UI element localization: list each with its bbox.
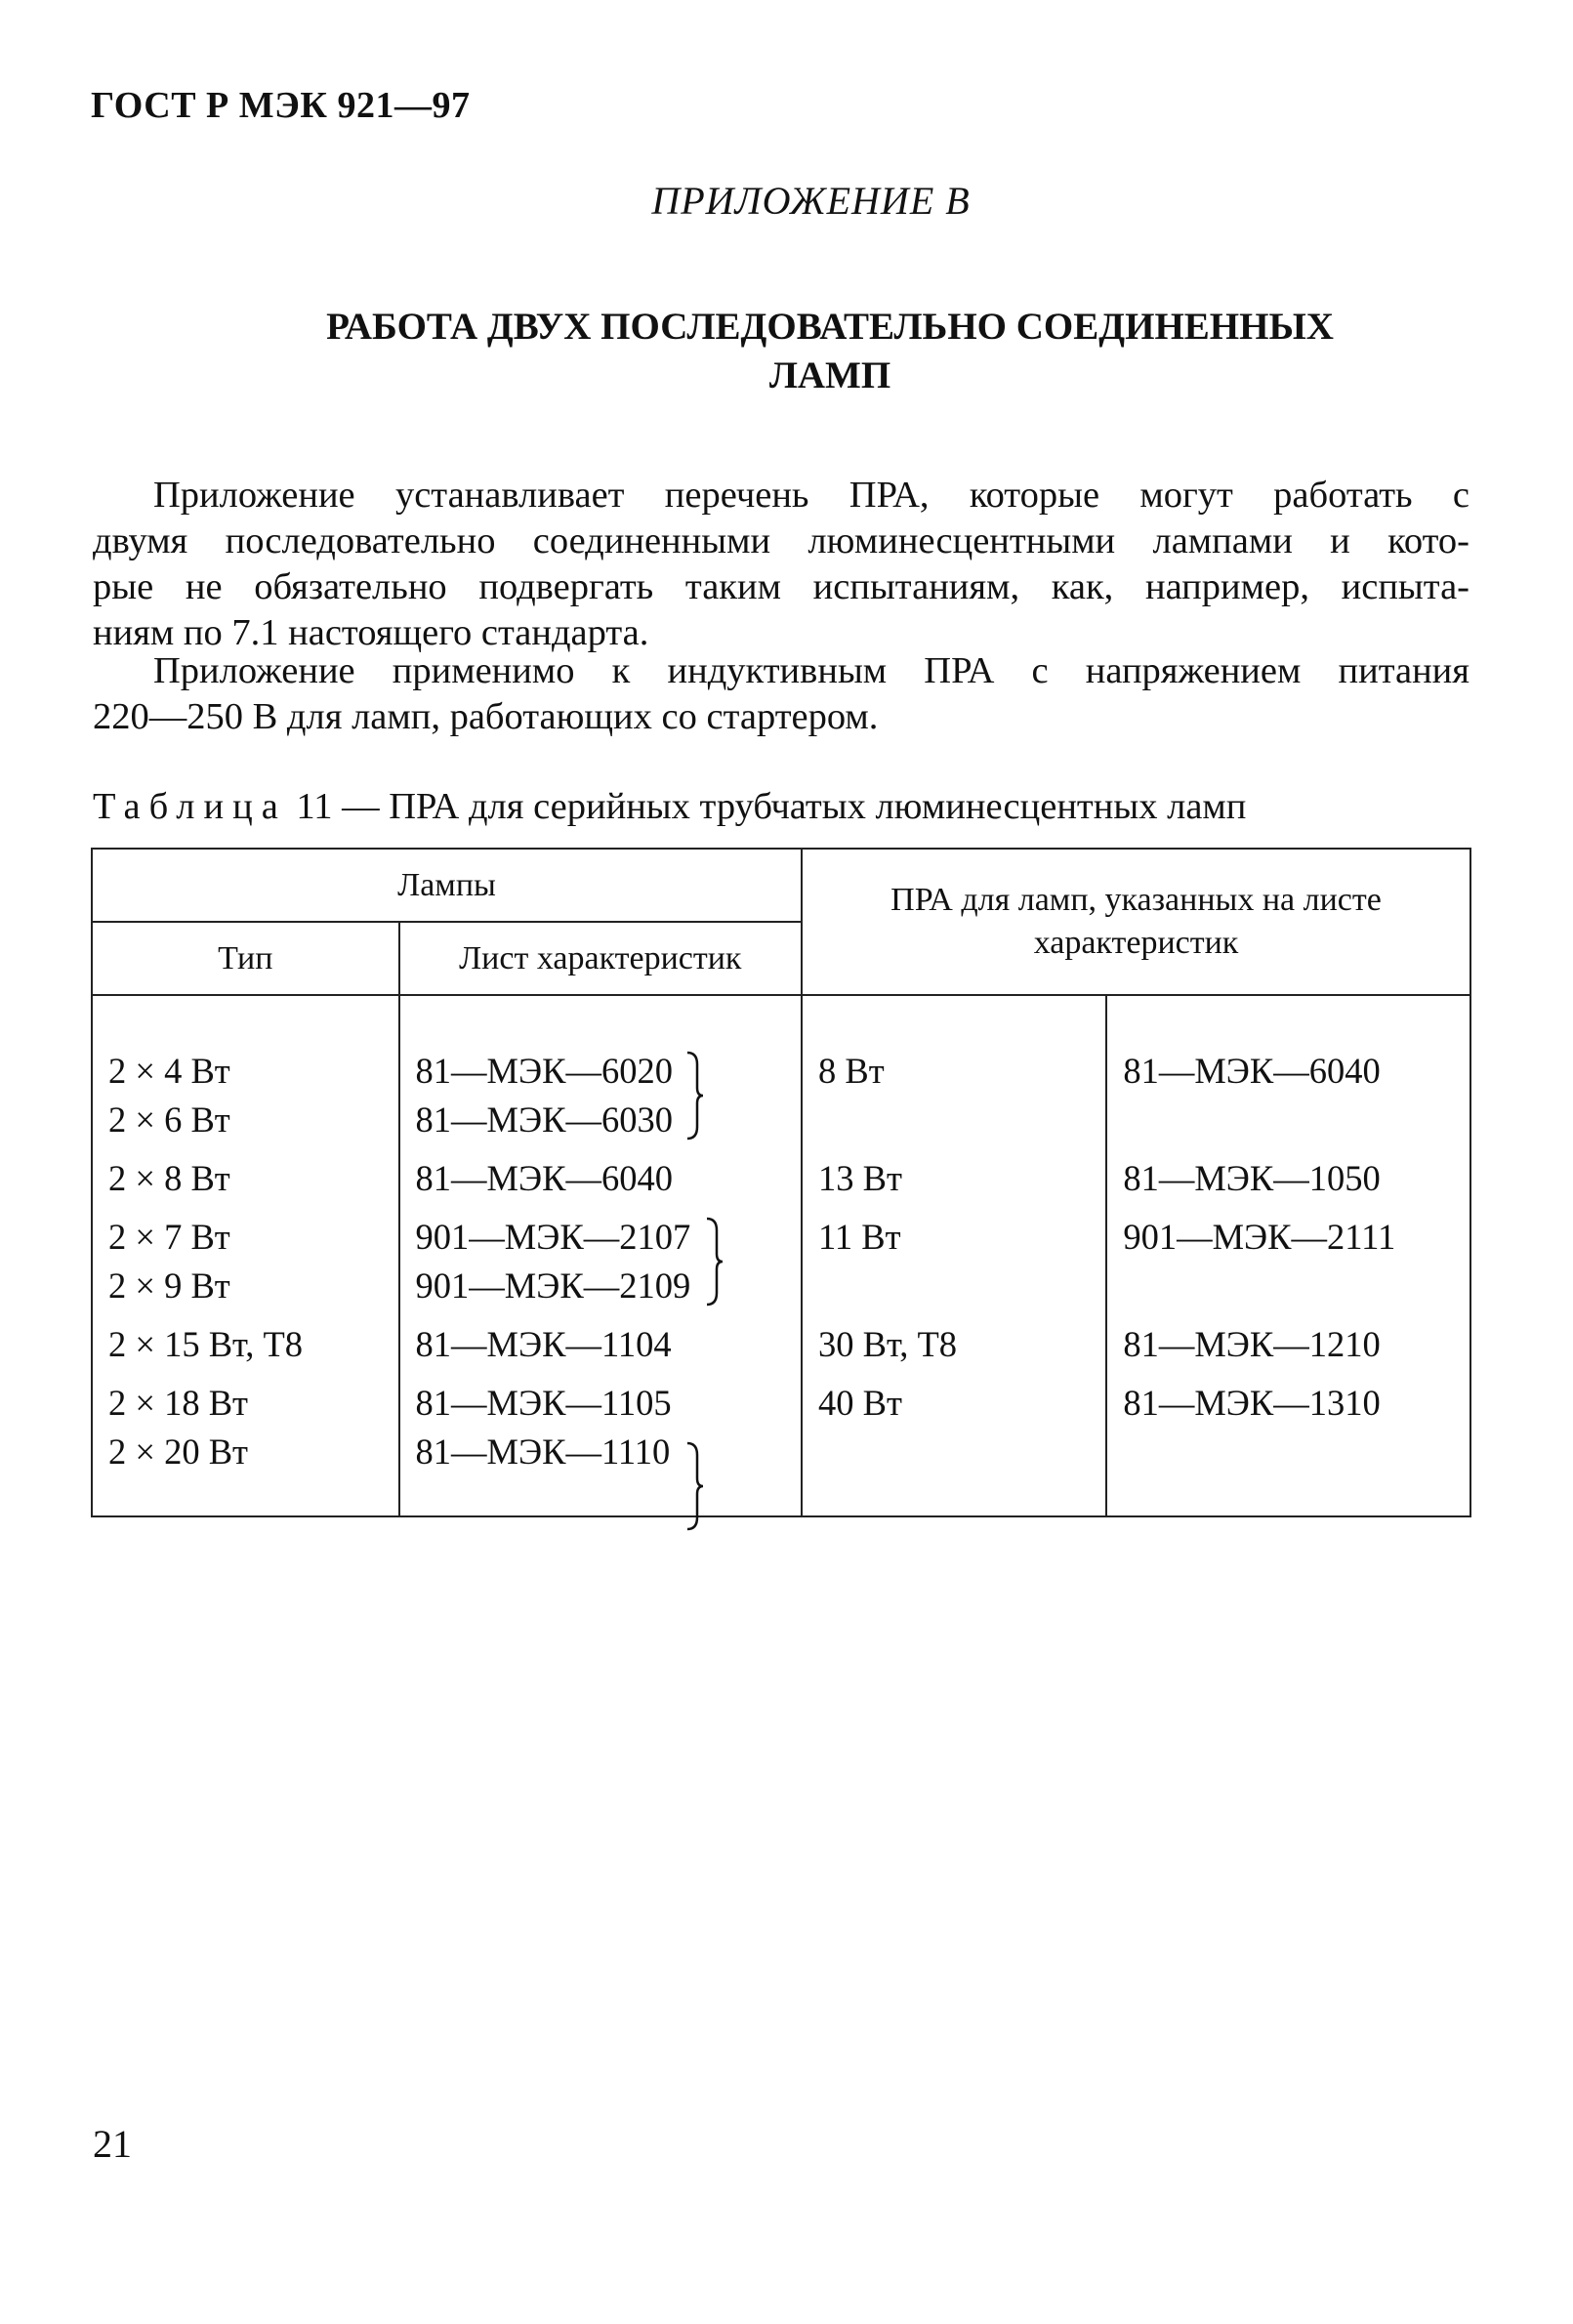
section-title-line1: РАБОТА ДВУХ ПОСЛЕДОВАТЕЛЬНО СОЕДИНЕННЫХ (326, 306, 1334, 348)
section-title-line2: ЛАМП (768, 354, 891, 396)
appendix-label: ПРИЛОЖЕНИЕ В (651, 179, 971, 223)
table-cell: 2 × 6 Вт (108, 1100, 230, 1140)
table-cell: 901—МЭК—2109 (415, 1266, 691, 1306)
table-cell: 81—МЭК—1210 (1123, 1324, 1381, 1364)
table-cell: 2 × 8 Вт (108, 1158, 230, 1198)
header-sheet: Лист характеристик (399, 922, 802, 995)
table-cell: 2 × 20 Вт (108, 1432, 249, 1472)
table-caption (93, 785, 1246, 828)
paragraph-1 (93, 473, 1470, 656)
table-caption-word: Таблица (93, 786, 287, 827)
table-cell: 81—МЭК—6040 (1123, 1051, 1381, 1091)
ballast-table (91, 848, 1471, 1517)
table-cell: 13 Вт (818, 1158, 902, 1198)
table-cell: 2 × 4 Вт (108, 1051, 230, 1091)
brace-icon (685, 1051, 705, 1141)
header-ballast: ПРА для ламп, указанных на листе характеристик (802, 849, 1470, 995)
sheet-column (399, 995, 802, 1516)
table-cell: 901—МЭК—2107 (415, 1217, 691, 1257)
paragraph-line: Приложение применимо к индуктивным ПРА с напряжением питания (153, 650, 1470, 691)
brace-icon (685, 1441, 705, 1531)
table-caption-text: 11 — ПРА для серийных трубчатых люминесцентных ламп (286, 786, 1247, 827)
table-cell: 2 × 7 Вт (108, 1217, 230, 1257)
paragraph-line: двумя последовательно соединенными люминесцентными лампами и кото- (93, 520, 1470, 561)
table-cell: 81—МЭК—1110 (415, 1432, 671, 1472)
paragraph-line: рые не обязательно подвергать таким испытаниям, как, например, испыта- (93, 566, 1470, 607)
paragraph-line: Приложение устанавливает перечень ПРА, которые могут работать с (153, 475, 1470, 516)
paragraph-2 (93, 648, 1470, 740)
table-cell: 81—МЭК—1105 (415, 1383, 672, 1423)
paragraph-line: ниям по 7.1 настоящего стандарта. (93, 612, 649, 653)
document-header: ГОСТ Р МЭК 921—97 (91, 85, 471, 126)
table-cell: 2 × 9 Вт (108, 1266, 230, 1306)
ballast-sheet-column (1106, 995, 1470, 1516)
table-cell: 81—МЭК—1050 (1123, 1158, 1381, 1198)
header-type: Тип (92, 922, 399, 995)
table-cell: 11 Вт (818, 1217, 901, 1257)
table-cell: 901—МЭК—2111 (1123, 1217, 1396, 1257)
table-cell: 30 Вт, Т8 (818, 1324, 958, 1364)
table-cell: 81—МЭК—1104 (415, 1324, 672, 1364)
table-cell: 81—МЭК—6020 (415, 1051, 673, 1091)
table-cell: 2 × 18 Вт (108, 1383, 249, 1423)
table-cell: 40 Вт (818, 1383, 902, 1423)
header-lamps: Лампы (92, 849, 802, 922)
section-title (195, 303, 1465, 400)
table-cell: 81—МЭК—6030 (415, 1100, 673, 1140)
paragraph-line: 220—250 В для ламп, работающих со стартером. (93, 696, 879, 737)
power-column (802, 995, 1106, 1516)
brace-icon (705, 1217, 724, 1307)
table-cell: 8 Вт (818, 1051, 885, 1091)
table-cell: 81—МЭК—6040 (415, 1158, 673, 1198)
table-cell: 81—МЭК—1310 (1123, 1383, 1381, 1423)
table-cell: 2 × 15 Вт, Т8 (108, 1324, 304, 1364)
type-column (92, 995, 399, 1516)
page-number: 21 (93, 2122, 132, 2166)
